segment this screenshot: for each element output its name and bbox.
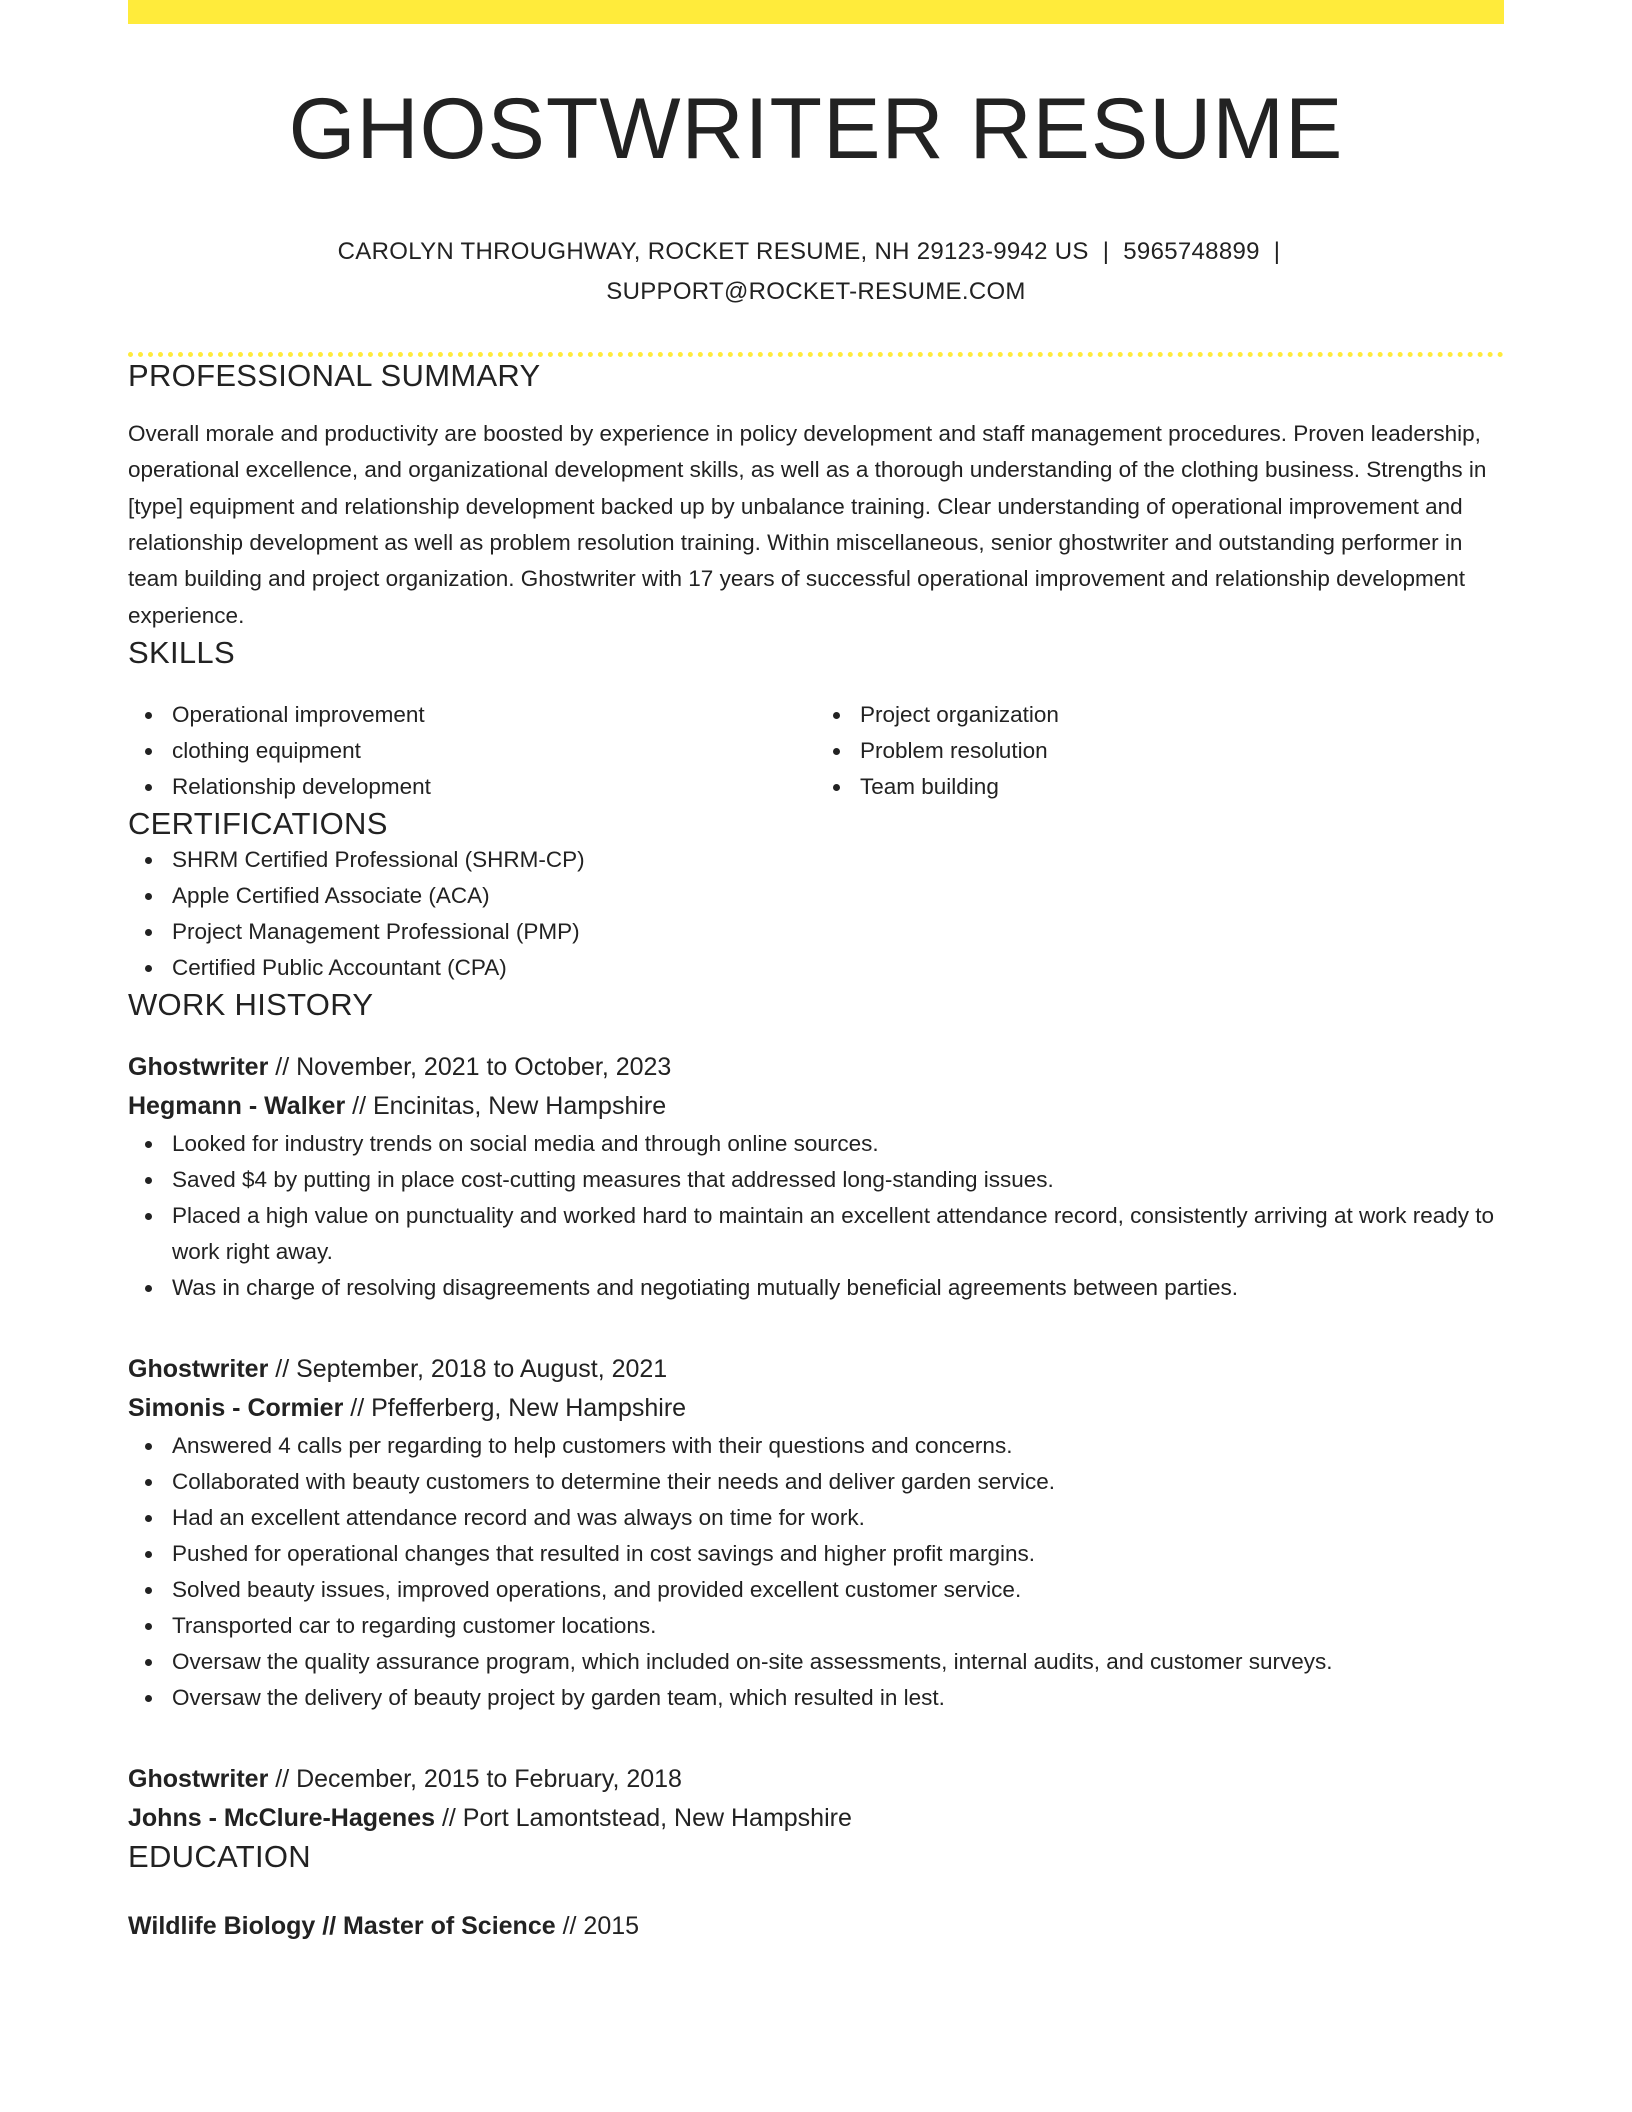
skill-item: Team building (860, 769, 1504, 805)
job-entry (128, 1350, 1504, 1716)
job-bullet: Oversaw the delivery of beauty project by garden team, which resulted in lest. (172, 1680, 1504, 1716)
job-bullet: Pushed for operational changes that resulted in cost savings and higher profit margins. (172, 1536, 1504, 1572)
job-bullet: Collaborated with beauty customers to determine their needs and deliver garden service. (172, 1464, 1504, 1500)
contact-line-2 (128, 272, 1504, 312)
job-dates: // December, 2015 to February, 2018 (268, 1764, 682, 1793)
job-bullet: Answered 4 calls per regarding to help customers with their questions and concerns. (172, 1428, 1504, 1464)
education-section (128, 1838, 1504, 1946)
job-entry (128, 1048, 1504, 1306)
certification-item: Certified Public Accountant (CPA) (172, 950, 1504, 986)
summary-section (128, 357, 1504, 634)
section-title-summary: PROFESSIONAL SUMMARY (128, 358, 541, 393)
certification-item: SHRM Certified Professional (SHRM-CP) (172, 842, 1504, 878)
job-role: Ghostwriter (128, 1354, 269, 1383)
job-bullet: Placed a high value on punctuality and worked hard to maintain an excellent attendance record, consistently arriving at work ready to work right away. (172, 1198, 1504, 1270)
job-bullet: Transported car to regarding customer locations. (172, 1608, 1504, 1644)
resume-title: GHOSTWRITER RESUME (288, 81, 1344, 177)
skill-item: Project organization (860, 697, 1504, 733)
job-bullet: Saved $4 by putting in place cost-cutting measures that addressed long-standing issues. (172, 1162, 1504, 1198)
skill-item: Operational improvement (172, 697, 816, 733)
job-company: Johns - McClure-Hagenes (128, 1803, 436, 1832)
job-bullet: Had an excellent attendance record and was always on time for work. (172, 1500, 1504, 1536)
education-year: // 2015 (555, 1911, 640, 1940)
summary-text: Overall morale and productivity are boosted by experience in policy development and staff management procedures. Proven leadership, operational excellence, and organizational development skills, as well as a thorough understanding of the clothing business. Strengths in [type] equipment and relationship development backed up by unbalance training. Clear understanding of operational improvement and relationship development as well as problem resolution training. Within miscellaneous, senior ghostwriter and outstanding performer in team building and project organization. Ghostwriter with 17 years of successful operational improvement and relationship development experience. (128, 421, 1487, 628)
contact-line-1 (128, 232, 1504, 272)
contact-info (128, 232, 1504, 312)
job-role-line (128, 1350, 1504, 1389)
skills-list-left (128, 697, 816, 805)
accent-top-bar (128, 0, 1504, 24)
certifications-list (128, 842, 1504, 986)
job-role-line (128, 1760, 1504, 1799)
job-bullets (128, 1126, 1504, 1306)
contact-address: CAROLYN THROUGHWAY, ROCKET RESUME, NH 29123-9942 US (337, 238, 1089, 265)
education-entry (128, 1907, 1504, 1946)
job-bullet: Was in charge of resolving disagreements and negotiating mutually beneficial agreements between parties. (172, 1270, 1504, 1306)
job-dates: // November, 2021 to October, 2023 (268, 1052, 672, 1081)
contact-email: SUPPORT@ROCKET-RESUME.COM (606, 278, 1026, 305)
job-company: Simonis - Cormier (128, 1393, 344, 1422)
education-degree: Wildlife Biology // Master of Science (128, 1911, 556, 1940)
section-title-skills: SKILLS (128, 634, 235, 670)
job-role: Ghostwriter (128, 1764, 269, 1793)
job-company: Hegmann - Walker (128, 1091, 346, 1120)
job-dates: // September, 2018 to August, 2021 (268, 1354, 668, 1383)
section-title-education: EDUCATION (128, 1838, 311, 1874)
work-history-section (128, 986, 1504, 1837)
job-company-line (128, 1799, 1504, 1838)
job-bullet: Looked for industry trends on social media and through online sources. (172, 1126, 1504, 1162)
job-location: // Port Lamontstead, New Hampshire (435, 1803, 852, 1832)
job-bullet: Solved beauty issues, improved operations, and provided excellent customer service. (172, 1572, 1504, 1608)
contact-phone: 5965748899 (1123, 238, 1260, 265)
skill-item: Problem resolution (860, 733, 1504, 769)
certification-item: Apple Certified Associate (ACA) (172, 878, 1504, 914)
job-company-line (128, 1389, 1504, 1428)
skill-item: clothing equipment (172, 733, 816, 769)
job-role: Ghostwriter (128, 1052, 269, 1081)
skills-grid (128, 697, 1504, 805)
job-location: // Pfefferberg, New Hampshire (343, 1393, 687, 1422)
skill-item: Relationship development (172, 769, 816, 805)
job-role-line (128, 1048, 1504, 1087)
skills-section (128, 634, 1504, 805)
job-entry (128, 1760, 1504, 1838)
section-title-certifications: CERTIFICATIONS (128, 806, 388, 842)
contact-separator: | (1273, 238, 1281, 265)
section-title-work-history: WORK HISTORY (128, 987, 374, 1023)
certification-item: Project Management Professional (PMP) (172, 914, 1504, 950)
job-bullet: Oversaw the quality assurance program, which included on-site assessments, internal audits, and customer surveys. (172, 1644, 1504, 1680)
resume-page (128, 0, 1504, 1946)
contact-separator: | (1102, 238, 1110, 265)
job-bullets (128, 1428, 1504, 1716)
job-location: // Encinitas, New Hampshire (345, 1091, 667, 1120)
certifications-section (128, 805, 1504, 986)
job-company-line (128, 1087, 1504, 1126)
skills-list-right (816, 697, 1504, 805)
